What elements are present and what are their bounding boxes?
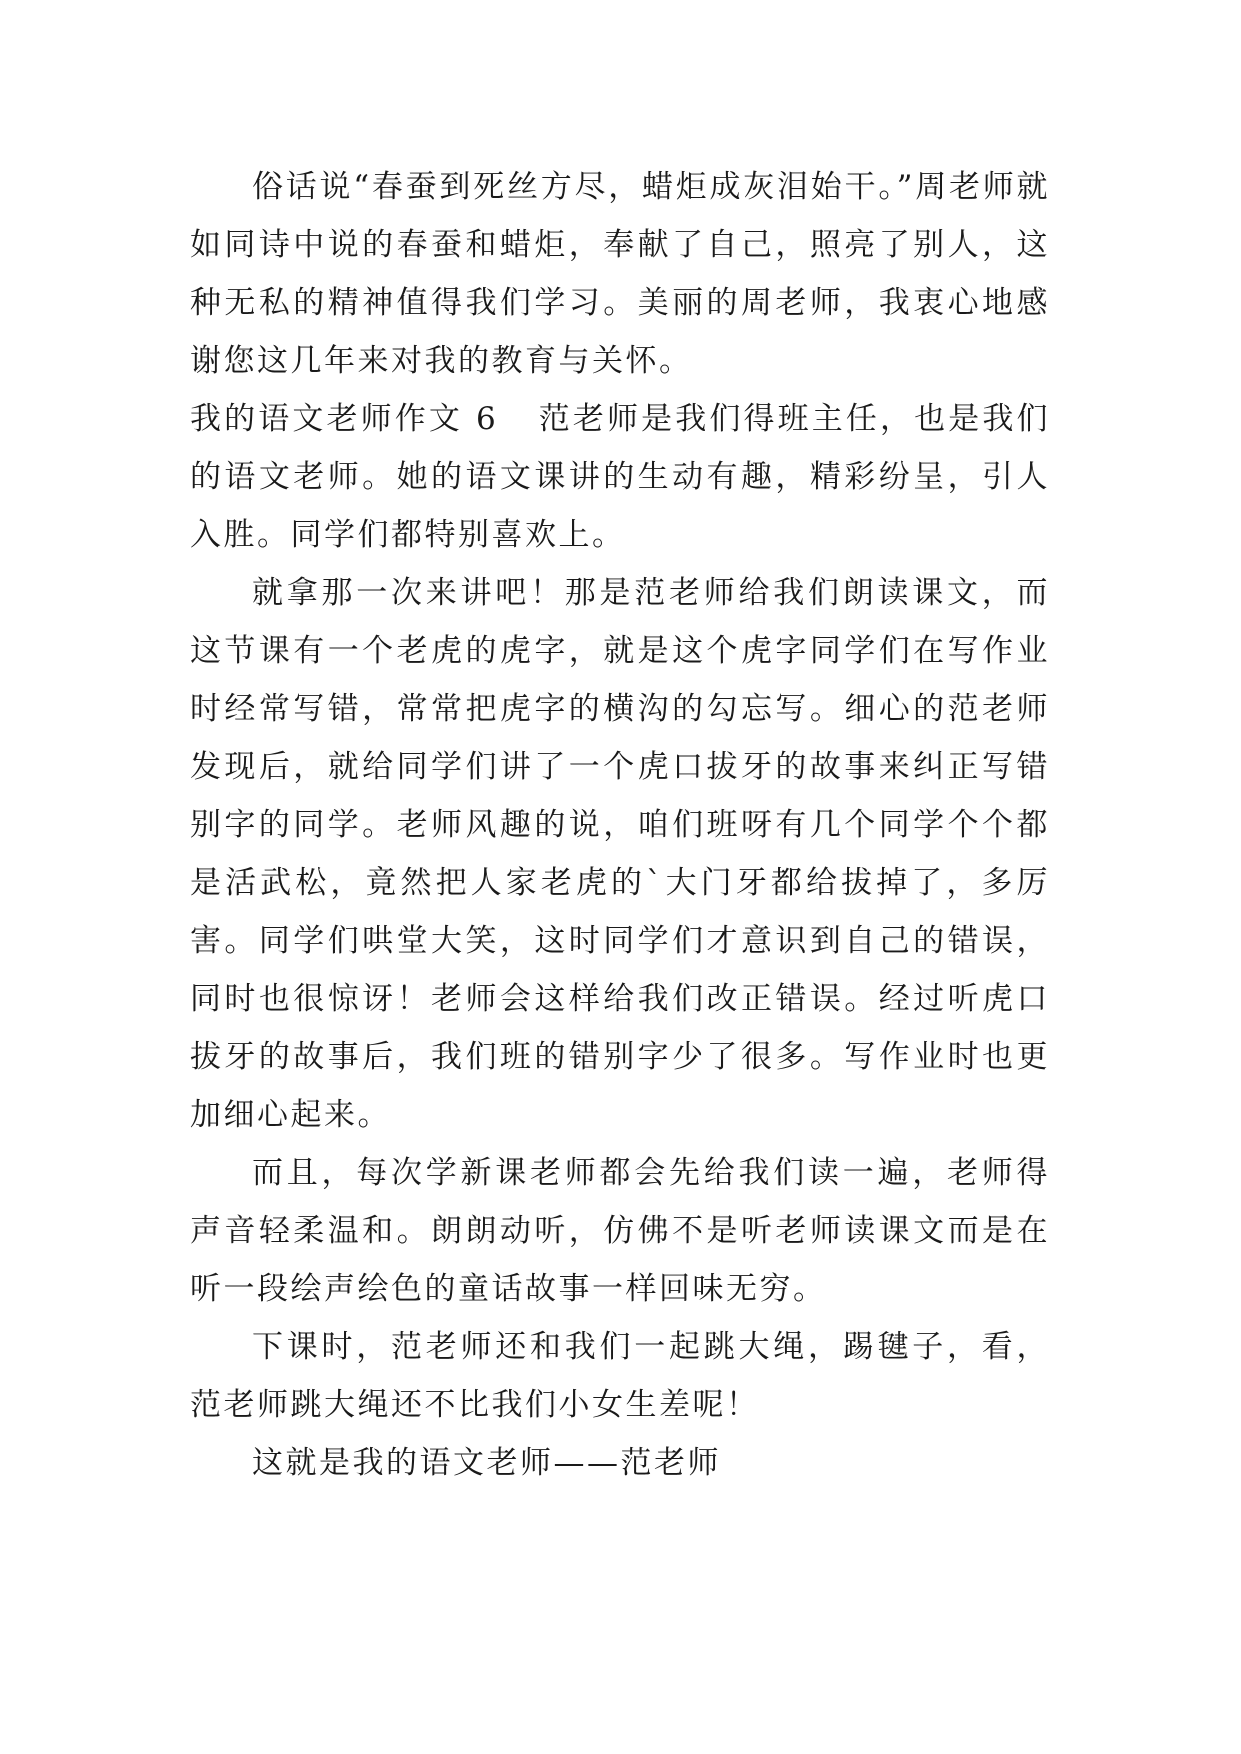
section-text: 范老师是我们得班主任，也是我们的语文老师。她的语文课讲的生动有趣，精彩纷呈，引人入胜。同学们都特别喜欢上。 (190, 401, 1051, 553)
section-title: 我的语文老师作文 6 (190, 401, 499, 437)
paragraph-closing: 这就是我的语文老师——范老师 (252, 1445, 721, 1481)
paragraph-reading: 而且，每次学新课老师都会先给我们读一遍，老师得声音轻柔温和。朗朗动听，仿佛不是听老师读课文而是在听一段绘声绘色的童话故事一样回味无穷。 (190, 1155, 1050, 1307)
document-body (190, 158, 1050, 1492)
paragraph-story: 就拿那一次来讲吧！那是范老师给我们朗读课文，而这节课有一个老虎的虎字，就是这个虎字同学们在写作业时经常写错，常常把虎字的横沟的勾忘写。细心的范老师发现后，就给同学们讲了一个虎口拔牙的故事来纠正写错别字的同学。老师风趣的说，咱们班呀有几个同学个个都是活武松，竟然把人家老虎的`大门牙都给拔掉了，多厉害。同学们哄堂大笑，这时同学们才意识到自己的错误，同时也很惊讶！老师会这样给我们改正错误。经过听虎口拔牙的故事后，我们班的错别字少了很多。写作业时也更加细心起来。 (190, 575, 1050, 1133)
paragraph-recess: 下课时，范老师还和我们一起跳大绳，踢毽子，看，范老师跳大绳还不比我们小女生差呢！ (190, 1329, 1050, 1423)
paragraph-intro: 俗话说“春蚕到死丝方尽，蜡炬成灰泪始干。”周老师就如同诗中说的春蚕和蜡炬，奉献了自己，照亮了别人，这种无私的精神值得我们学习。美丽的周老师，我衷心地感谢您这几年来对我的教育与关怀。 (190, 169, 1050, 379)
section-paragraph (190, 390, 1050, 564)
